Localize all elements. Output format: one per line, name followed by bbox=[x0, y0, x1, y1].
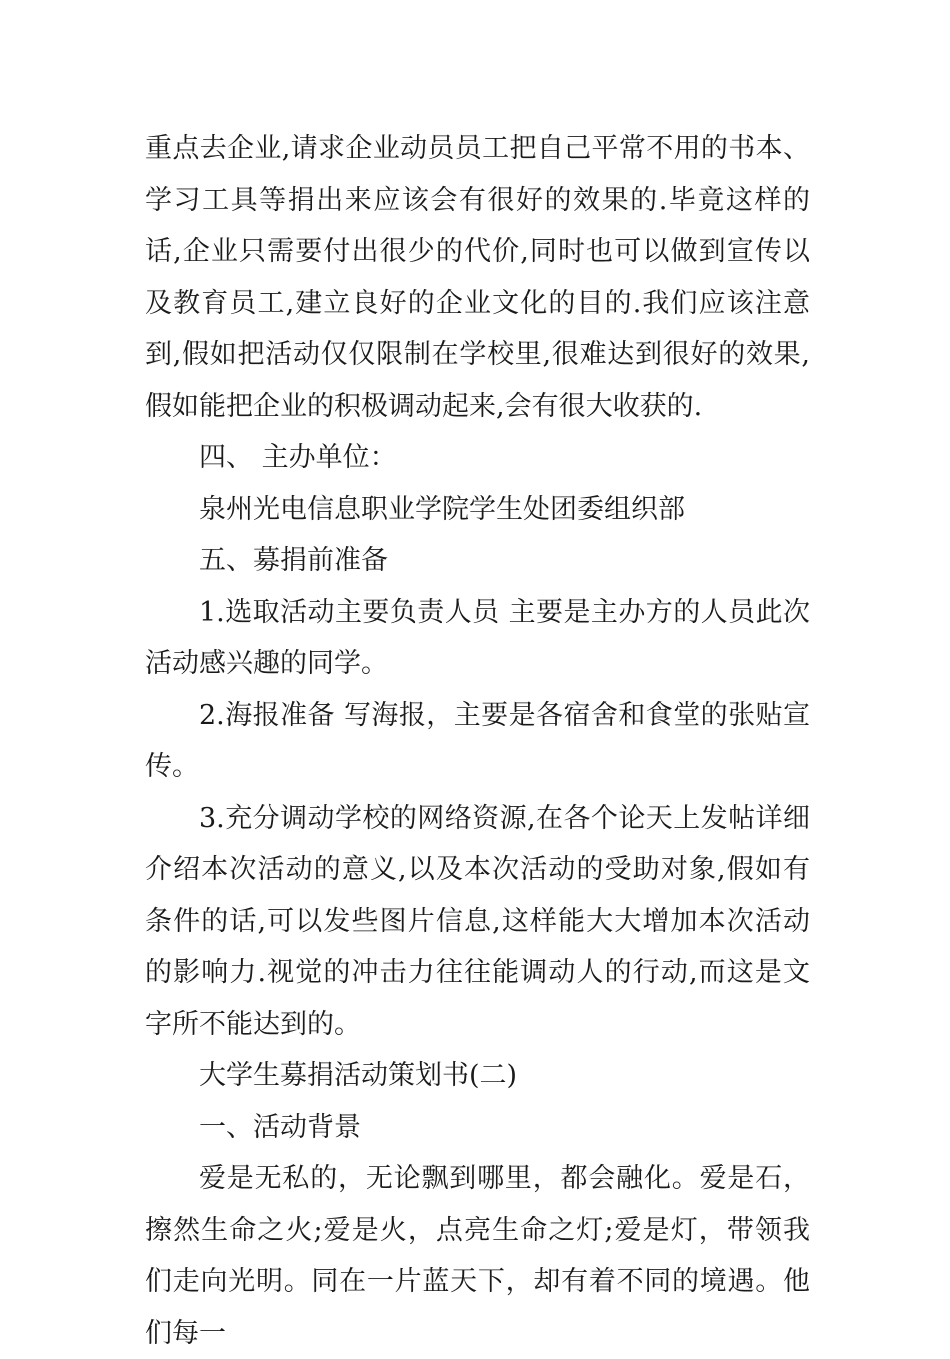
paragraph-3: 泉州光电信息职业学院学生处团委组织部 bbox=[199, 493, 685, 525]
paragraph-10: 爱是无私的，无论飘到哪里，都会融化。爱是石，擦然生命之火;爱是火，点亮生命之灯;爱是灯，带领我们走向光明。同在一片蓝天下，却有着不同的境遇。他们每一 bbox=[145, 1163, 810, 1349]
paragraph-2: 四、 主办单位： bbox=[199, 442, 397, 473]
document-body bbox=[145, 123, 810, 1359]
paragraph-7: 3.充分调动学校的网络资源,在各个论天上发帖详细介绍本次活动的意义,以及本次活动的受助对象,假如有条件的话,可以发些图片信息,这样能大大增加本次活动的影响力.视觉的冲击力往往能调动人的行动,而这是文字所不能达到的。 bbox=[145, 802, 810, 1040]
paragraph-8: 大学生募捐活动策划书(二) bbox=[199, 1060, 518, 1091]
paragraph-9: 一、活动背景 bbox=[199, 1111, 361, 1143]
paragraph-4: 五、募捐前准备 bbox=[199, 545, 388, 576]
paragraph-6: 2.海报准备 写海报，主要是各宿舍和食堂的张贴宣传。 bbox=[145, 699, 810, 782]
paragraph-5: 1.选取活动主要负责人员 主要是主办方的人员此次活动感兴趣的同学。 bbox=[145, 596, 810, 679]
paragraph-1: 重点去企业,请求企业动员员工把自己平常不用的书本、学习工具等捐出来应该会有很好的效果的.毕竟这样的话,企业只需要付出很少的代价,同时也可以做到宣传以及教育员工,建立良好的企业文化的目的.我们应该注意到,假如把活动仅仅限制在学校里,很难达到很好的效果,假如能把企业的积极调动起来,会有很大收获的. bbox=[145, 133, 810, 422]
